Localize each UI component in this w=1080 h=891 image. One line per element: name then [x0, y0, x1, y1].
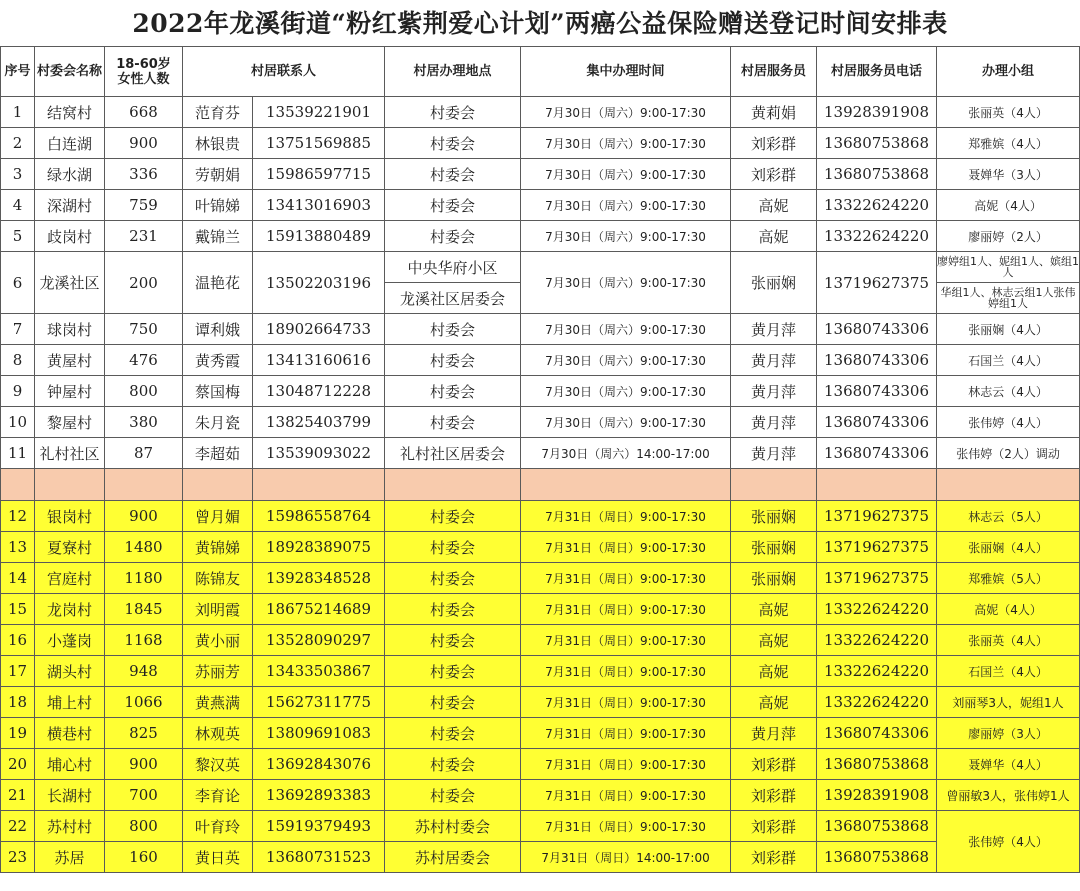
schedule-time: 7月30日（周六）14:00-17:00: [521, 438, 731, 469]
office-location: 村委会: [385, 749, 521, 780]
schedule-time: 7月30日（周六）9:00-17:30: [521, 345, 731, 376]
table-row: [1, 749, 1080, 780]
village-name: 钟屋村: [35, 376, 105, 407]
contact-phone: 13680731523: [253, 842, 385, 873]
office-location: 苏村居委会: [385, 842, 521, 873]
contact-name: 朱月瓷: [183, 407, 253, 438]
contact-name: 黎汉英: [183, 749, 253, 780]
schedule-time: 7月31日（周日）9:00-17:30: [521, 594, 731, 625]
schedule-time: 7月30日（周六）9:00-17:30: [521, 159, 731, 190]
staff-phone: 13928391908: [817, 780, 937, 811]
women-count: 1180: [105, 563, 183, 594]
staff-phone: 13322624220: [817, 221, 937, 252]
schedule-time: 7月31日（周日）9:00-17:30: [521, 718, 731, 749]
staff-name: 黄月萍: [731, 438, 817, 469]
women-count: 1066: [105, 687, 183, 718]
staff-name: 黄莉娟: [731, 97, 817, 128]
contact-phone: 13539093022: [253, 438, 385, 469]
table-row: [1, 687, 1080, 718]
village-name: 长湖村: [35, 780, 105, 811]
service-group: 刘丽琴3人，妮组1人: [937, 687, 1080, 718]
village-name: 龙溪社区: [35, 252, 105, 314]
contact-phone: 18928389075: [253, 532, 385, 563]
separator-cell: [385, 469, 521, 501]
schedule-time: 7月30日（周六）9:00-17:30: [521, 376, 731, 407]
row-number: 2: [1, 128, 35, 159]
service-group: 华组1人、林志云组1人张伟婷组1人: [937, 283, 1080, 314]
women-count: 900: [105, 128, 183, 159]
schedule-time: 7月31日（周日）9:00-17:30: [521, 656, 731, 687]
office-location: 村委会: [385, 314, 521, 345]
staff-phone: 13322624220: [817, 687, 937, 718]
women-count: 800: [105, 376, 183, 407]
header-place: 村居办理地点: [385, 47, 521, 97]
row-number: 19: [1, 718, 35, 749]
village-name: 湖头村: [35, 656, 105, 687]
contact-name: 范育芬: [183, 97, 253, 128]
table-row: [1, 376, 1080, 407]
staff-phone: 13680753868: [817, 128, 937, 159]
staff-name: 张丽娴: [731, 532, 817, 563]
row-number: 22: [1, 811, 35, 842]
contact-phone: 13048712228: [253, 376, 385, 407]
service-group: 张丽英（4人）: [937, 97, 1080, 128]
village-name: 埔上村: [35, 687, 105, 718]
contact-phone: 13809691083: [253, 718, 385, 749]
office-location: 村委会: [385, 501, 521, 532]
header-village: 村委会名称: [35, 47, 105, 97]
office-location: 村委会: [385, 594, 521, 625]
service-group: 廖丽婷（2人）: [937, 221, 1080, 252]
contact-name: 黄锦娣: [183, 532, 253, 563]
contact-phone: 18675214689: [253, 594, 385, 625]
women-count: 160: [105, 842, 183, 873]
page-title: 2022年龙溪街道“粉红紫荆爱心计划”两癌公益保险赠送登记时间安排表: [132, 9, 948, 38]
service-group: 廖婷组1人、妮组1人、嫔组1人: [937, 252, 1080, 283]
office-location: 村委会: [385, 190, 521, 221]
table-row: [1, 594, 1080, 625]
office-location: 村委会: [385, 718, 521, 749]
office-location: 村委会: [385, 687, 521, 718]
staff-name: 黄月萍: [731, 345, 817, 376]
row-number: 3: [1, 159, 35, 190]
women-count: 750: [105, 314, 183, 345]
service-group: 林志云（5人）: [937, 501, 1080, 532]
contact-phone: 15986558764: [253, 501, 385, 532]
village-name: 苏居: [35, 842, 105, 873]
staff-phone: 13719627375: [817, 532, 937, 563]
header-women: 18-60岁 女性人数: [105, 47, 183, 97]
contact-name: 叶育玲: [183, 811, 253, 842]
staff-phone: 13680743306: [817, 438, 937, 469]
staff-name: 黄月萍: [731, 407, 817, 438]
header-staff: 村居服务员: [731, 47, 817, 97]
schedule-time: 7月30日（周六）9:00-17:30: [521, 221, 731, 252]
staff-phone: 13680743306: [817, 407, 937, 438]
staff-name: 黄月萍: [731, 376, 817, 407]
contact-name: 叶锦娣: [183, 190, 253, 221]
schedule-time: 7月31日（周日）9:00-17:30: [521, 625, 731, 656]
service-group: 高妮（4人）: [937, 594, 1080, 625]
staff-name: 刘彩群: [731, 128, 817, 159]
contact-name: 陈锦友: [183, 563, 253, 594]
contact-phone: 13692893383: [253, 780, 385, 811]
contact-phone: 18902664733: [253, 314, 385, 345]
staff-name: 高妮: [731, 594, 817, 625]
contact-phone: 13413016903: [253, 190, 385, 221]
contact-phone: 13751569885: [253, 128, 385, 159]
women-count: 668: [105, 97, 183, 128]
service-group: 张丽英（4人）: [937, 625, 1080, 656]
header-no: 序号: [1, 47, 35, 97]
staff-name: 高妮: [731, 656, 817, 687]
office-location: 村委会: [385, 780, 521, 811]
contact-name: 黄秀霞: [183, 345, 253, 376]
separator-cell: [253, 469, 385, 501]
staff-name: 高妮: [731, 221, 817, 252]
contact-phone: 13413160616: [253, 345, 385, 376]
service-group: 张伟婷（4人）: [937, 407, 1080, 438]
schedule-time: 7月31日（周日）14:00-17:00: [521, 842, 731, 873]
contact-name: 李育论: [183, 780, 253, 811]
staff-phone: 13322624220: [817, 594, 937, 625]
row-number: 4: [1, 190, 35, 221]
row-number: 18: [1, 687, 35, 718]
staff-phone: 13322624220: [817, 656, 937, 687]
service-group: 聂婵华（3人）: [937, 159, 1080, 190]
village-name: 银岗村: [35, 501, 105, 532]
contact-name: 蔡国梅: [183, 376, 253, 407]
staff-name: 张丽娴: [731, 563, 817, 594]
service-group: 林志云（4人）: [937, 376, 1080, 407]
contact-name: 黄燕满: [183, 687, 253, 718]
village-name: 横巷村: [35, 718, 105, 749]
village-name: 深湖村: [35, 190, 105, 221]
village-name: 小蓬岗: [35, 625, 105, 656]
contact-phone: 13502203196: [253, 252, 385, 314]
table-row: [1, 438, 1080, 469]
service-group: 石国兰（4人）: [937, 345, 1080, 376]
row-number: 5: [1, 221, 35, 252]
village-name: 白连湖: [35, 128, 105, 159]
separator-cell: [937, 469, 1080, 501]
table-row: [1, 221, 1080, 252]
separator-cell: [1, 469, 35, 501]
row-number: 14: [1, 563, 35, 594]
contact-name: 黄小丽: [183, 625, 253, 656]
contact-name: 刘明霞: [183, 594, 253, 625]
contact-phone: 13825403799: [253, 407, 385, 438]
schedule-time: 7月30日（周六）9:00-17:30: [521, 252, 731, 314]
contact-name: 苏丽芳: [183, 656, 253, 687]
women-count: 231: [105, 221, 183, 252]
row-number: 23: [1, 842, 35, 873]
staff-phone: 13680743306: [817, 314, 937, 345]
header-group: 办理小组: [937, 47, 1080, 97]
service-group: 曾丽敏3人，张伟婷1人: [937, 780, 1080, 811]
row-number: 21: [1, 780, 35, 811]
contact-name: 林观英: [183, 718, 253, 749]
office-location: 龙溪社区居委会: [385, 283, 521, 314]
separator-cell: [35, 469, 105, 501]
village-name: 礼村社区: [35, 438, 105, 469]
village-name: 歧岗村: [35, 221, 105, 252]
staff-name: 刘彩群: [731, 159, 817, 190]
contact-phone: 13928348528: [253, 563, 385, 594]
women-count: 1480: [105, 532, 183, 563]
women-count: 200: [105, 252, 183, 314]
row-number: 7: [1, 314, 35, 345]
village-name: 黎屋村: [35, 407, 105, 438]
separator-cell: [105, 469, 183, 501]
table-row: [1, 252, 1080, 283]
office-location: 村委会: [385, 625, 521, 656]
row-number: 13: [1, 532, 35, 563]
service-group: 张丽娴（4人）: [937, 314, 1080, 345]
header-time: 集中办理时间: [521, 47, 731, 97]
header-contact: 村居联系人: [183, 47, 385, 97]
separator-cell: [183, 469, 253, 501]
schedule-time: 7月30日（周六）9:00-17:30: [521, 407, 731, 438]
village-name: 黄屋村: [35, 345, 105, 376]
row-number: 15: [1, 594, 35, 625]
office-location: 村委会: [385, 407, 521, 438]
staff-phone: 13680753868: [817, 159, 937, 190]
village-name: 绿水湖: [35, 159, 105, 190]
women-count: 900: [105, 749, 183, 780]
women-count: 948: [105, 656, 183, 687]
village-name: 龙岗村: [35, 594, 105, 625]
schedule-time: 7月31日（周日）9:00-17:30: [521, 811, 731, 842]
village-name: 球岗村: [35, 314, 105, 345]
row-number: 16: [1, 625, 35, 656]
header-staff-phone: 村居服务员电话: [817, 47, 937, 97]
contact-name: 林银贵: [183, 128, 253, 159]
row-number: 6: [1, 252, 35, 314]
table-row: [1, 407, 1080, 438]
table-row: [1, 190, 1080, 221]
service-group: 郑雅嫔（4人）: [937, 128, 1080, 159]
schedule-time: 7月31日（周日）9:00-17:30: [521, 532, 731, 563]
schedule-time: 7月31日（周日）9:00-17:30: [521, 563, 731, 594]
women-count: 900: [105, 501, 183, 532]
office-location: 中央华府小区: [385, 252, 521, 283]
table-row: [1, 625, 1080, 656]
village-name: 埔心村: [35, 749, 105, 780]
staff-phone: 13719627375: [817, 501, 937, 532]
office-location: 礼村社区居委会: [385, 438, 521, 469]
women-count: 800: [105, 811, 183, 842]
staff-phone: 13680743306: [817, 345, 937, 376]
contact-phone: 15913880489: [253, 221, 385, 252]
service-group: 石国兰（4人）: [937, 656, 1080, 687]
row-number: 9: [1, 376, 35, 407]
table-row: [1, 159, 1080, 190]
schedule-time: 7月30日（周六）9:00-17:30: [521, 190, 731, 221]
office-location: 村委会: [385, 656, 521, 687]
contact-name: 谭利娥: [183, 314, 253, 345]
village-name: 宫庭村: [35, 563, 105, 594]
table-row: [1, 842, 1080, 873]
row-number: 17: [1, 656, 35, 687]
village-name: 结窝村: [35, 97, 105, 128]
village-name: 苏村村: [35, 811, 105, 842]
schedule-time: 7月30日（周六）9:00-17:30: [521, 97, 731, 128]
office-location: 村委会: [385, 128, 521, 159]
service-group: 廖丽婷（3人）: [937, 718, 1080, 749]
staff-phone: 13680743306: [817, 376, 937, 407]
contact-phone: 15627311775: [253, 687, 385, 718]
row-number: 20: [1, 749, 35, 780]
table-body: [1, 97, 1080, 873]
staff-phone: 13322624220: [817, 625, 937, 656]
office-location: 村委会: [385, 345, 521, 376]
staff-phone: 13680743306: [817, 718, 937, 749]
table-row: [1, 501, 1080, 532]
women-count: 476: [105, 345, 183, 376]
service-group: 张伟婷（4人）: [937, 811, 1080, 873]
women-count: 336: [105, 159, 183, 190]
staff-name: 张丽娴: [731, 252, 817, 314]
row-number: 11: [1, 438, 35, 469]
contact-name: 李超茹: [183, 438, 253, 469]
staff-name: 张丽娴: [731, 501, 817, 532]
office-location: 村委会: [385, 97, 521, 128]
separator-cell: [731, 469, 817, 501]
table-row: [1, 532, 1080, 563]
schedule-time: 7月31日（周日）9:00-17:30: [521, 780, 731, 811]
staff-phone: 13680753868: [817, 842, 937, 873]
staff-name: 高妮: [731, 190, 817, 221]
contact-phone: 15919379493: [253, 811, 385, 842]
schedule-time: 7月31日（周日）9:00-17:30: [521, 749, 731, 780]
staff-name: 刘彩群: [731, 811, 817, 842]
table-row: [1, 718, 1080, 749]
contact-name: 劳朝娟: [183, 159, 253, 190]
contact-phone: 13433503867: [253, 656, 385, 687]
service-group: 高妮（4人）: [937, 190, 1080, 221]
staff-phone: 13719627375: [817, 563, 937, 594]
row-number: 10: [1, 407, 35, 438]
schedule-table: [0, 46, 1080, 873]
contact-name: 戴锦兰: [183, 221, 253, 252]
contact-phone: 15986597715: [253, 159, 385, 190]
office-location: 村委会: [385, 221, 521, 252]
service-group: 张丽娴（4人）: [937, 532, 1080, 563]
contact-name: 温艳花: [183, 252, 253, 314]
table-row: [1, 97, 1080, 128]
staff-phone: 13322624220: [817, 190, 937, 221]
separator-row: [1, 469, 1080, 501]
staff-phone: 13928391908: [817, 97, 937, 128]
staff-name: 高妮: [731, 687, 817, 718]
staff-name: 高妮: [731, 625, 817, 656]
office-location: 村委会: [385, 376, 521, 407]
women-count: 380: [105, 407, 183, 438]
staff-name: 黄月萍: [731, 718, 817, 749]
women-count: 825: [105, 718, 183, 749]
row-number: 1: [1, 97, 35, 128]
table-row: [1, 780, 1080, 811]
office-location: 苏村村委会: [385, 811, 521, 842]
table-row: [1, 811, 1080, 842]
row-number: 8: [1, 345, 35, 376]
staff-name: 刘彩群: [731, 780, 817, 811]
women-count: 759: [105, 190, 183, 221]
contact-phone: 13692843076: [253, 749, 385, 780]
service-group: 聂婵华（4人）: [937, 749, 1080, 780]
staff-name: 黄月萍: [731, 314, 817, 345]
staff-name: 刘彩群: [731, 842, 817, 873]
staff-name: 刘彩群: [731, 749, 817, 780]
contact-name: 曾月媚: [183, 501, 253, 532]
women-count: 1168: [105, 625, 183, 656]
service-group: 张伟婷（2人）调动: [937, 438, 1080, 469]
contact-phone: 13539221901: [253, 97, 385, 128]
office-location: 村委会: [385, 563, 521, 594]
separator-cell: [521, 469, 731, 501]
office-location: 村委会: [385, 532, 521, 563]
office-location: 村委会: [385, 159, 521, 190]
women-count: 1845: [105, 594, 183, 625]
header-row: [1, 47, 1080, 97]
staff-phone: 13719627375: [817, 252, 937, 314]
contact-phone: 13528090297: [253, 625, 385, 656]
row-number: 12: [1, 501, 35, 532]
table-row: [1, 314, 1080, 345]
women-count: 700: [105, 780, 183, 811]
service-group: 郑雅嫔（5人）: [937, 563, 1080, 594]
staff-phone: 13680753868: [817, 749, 937, 780]
contact-name: 黄日英: [183, 842, 253, 873]
staff-phone: 13680753868: [817, 811, 937, 842]
schedule-time: 7月31日（周日）9:00-17:30: [521, 501, 731, 532]
table-row: [1, 563, 1080, 594]
separator-cell: [817, 469, 937, 501]
table-row: [1, 656, 1080, 687]
women-count: 87: [105, 438, 183, 469]
table-row: [1, 345, 1080, 376]
table-row: [1, 128, 1080, 159]
schedule-time: 7月30日（周六）9:00-17:30: [521, 128, 731, 159]
schedule-time: 7月30日（周六）9:00-17:30: [521, 314, 731, 345]
schedule-time: 7月31日（周日）9:00-17:30: [521, 687, 731, 718]
village-name: 夏寮村: [35, 532, 105, 563]
